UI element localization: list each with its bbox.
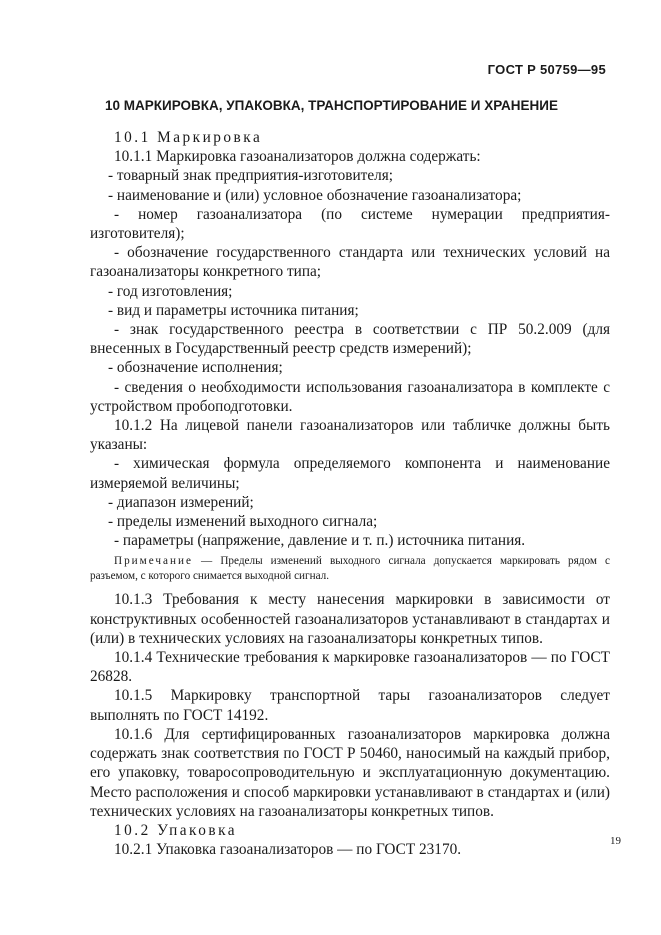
note-label: Примечание	[114, 555, 193, 568]
list-item: - обозначение государственного стандарта или технических условий на газоанализаторы конкретного типа;	[90, 244, 610, 281]
paragraph-10-1-6: 10.1.6 Для сертифицированных газоанализаторов маркировка должна содержать знак соответствия по ГОСТ Р 50460, наносимый на каждый прибор, его упаковку, товаросопроводительную и эксплуатационную документацию. Место расположения и способ маркировки устанавливают в стандартах и (или) технических условиях на газоанализаторы конкретных типов.	[90, 725, 610, 820]
list-item: - обозначение исполнения;	[108, 359, 283, 377]
note-text: — Пределы изменений выходного сигнала допускается маркировать рядом с разъемом, с которого снимается выходной сигнал.	[90, 555, 610, 583]
subsection-heading-packaging: 10.2 Упаковка	[114, 821, 238, 839]
subsection-heading-marking: 10.1 Маркировка	[114, 129, 263, 146]
paragraph-10-1-3: 10.1.3 Требования к месту нанесения маркировки в зависимости от конструктивных особенностей газоанализаторов устанавливают в стандартах и (или) в технических условиях на газоанализаторы конкретных типов.	[90, 591, 610, 647]
paragraph-10-1-2-intro: 10.1.2 На лицевой панели газоанализаторов или табличке должны быть указаны:	[90, 417, 610, 454]
paragraph-10-1-4: 10.1.4 Технические требования к маркировке газоанализаторов — по ГОСТ 26828.	[90, 649, 610, 686]
list-item: - сведения о необходимости использования газоанализатора в комплекте с устройством пробоподготовки.	[90, 378, 610, 415]
paragraph-10-2-1: 10.2.1 Упаковка газоанализаторов — по ГОСТ 23170.	[114, 841, 462, 859]
list-item: - диапазон измерений;	[108, 493, 254, 511]
list-item: - год изготовления;	[108, 282, 233, 300]
standard-number: ГОСТ Р 50759—95	[487, 62, 606, 77]
page-number: 19	[610, 835, 621, 847]
list-item: - товарный знак предприятия-изготовителя;	[108, 167, 394, 185]
note	[90, 554, 610, 584]
list-item: - параметры (напряжение, давление и т. п.) источника питания.	[114, 532, 526, 550]
list-item: - знак государственного реестра в соответствии с ПР 50.2.009 (для внесенных в Государственный реестр средств измерений);	[90, 321, 610, 358]
section-title: 10 МАРКИРОВКА, УПАКОВКА, ТРАНСПОРТИРОВАНИЕ И ХРАНЕНИЕ	[105, 98, 558, 113]
list-item: - пределы изменений выходного сигнала;	[108, 513, 378, 531]
document-body	[90, 128, 610, 859]
paragraph-10-1-5: 10.1.5 Маркировку транспортной тары газоанализаторов следует выполнять по ГОСТ 14192.	[90, 687, 610, 724]
paragraph-10-1-1-intro: 10.1.1 Маркировка газоанализаторов должна содержать:	[114, 148, 481, 166]
list-item: - номер газоанализатора (по системе нумерации предприятия-изготовителя);	[90, 205, 610, 243]
list-item: - наименование и (или) условное обозначение газоанализатора;	[108, 186, 522, 204]
list-item: - химическая формула определяемого компонента и наименование измеряемой величины;	[90, 455, 610, 492]
list-item: - вид и параметры источника питания;	[108, 301, 359, 319]
